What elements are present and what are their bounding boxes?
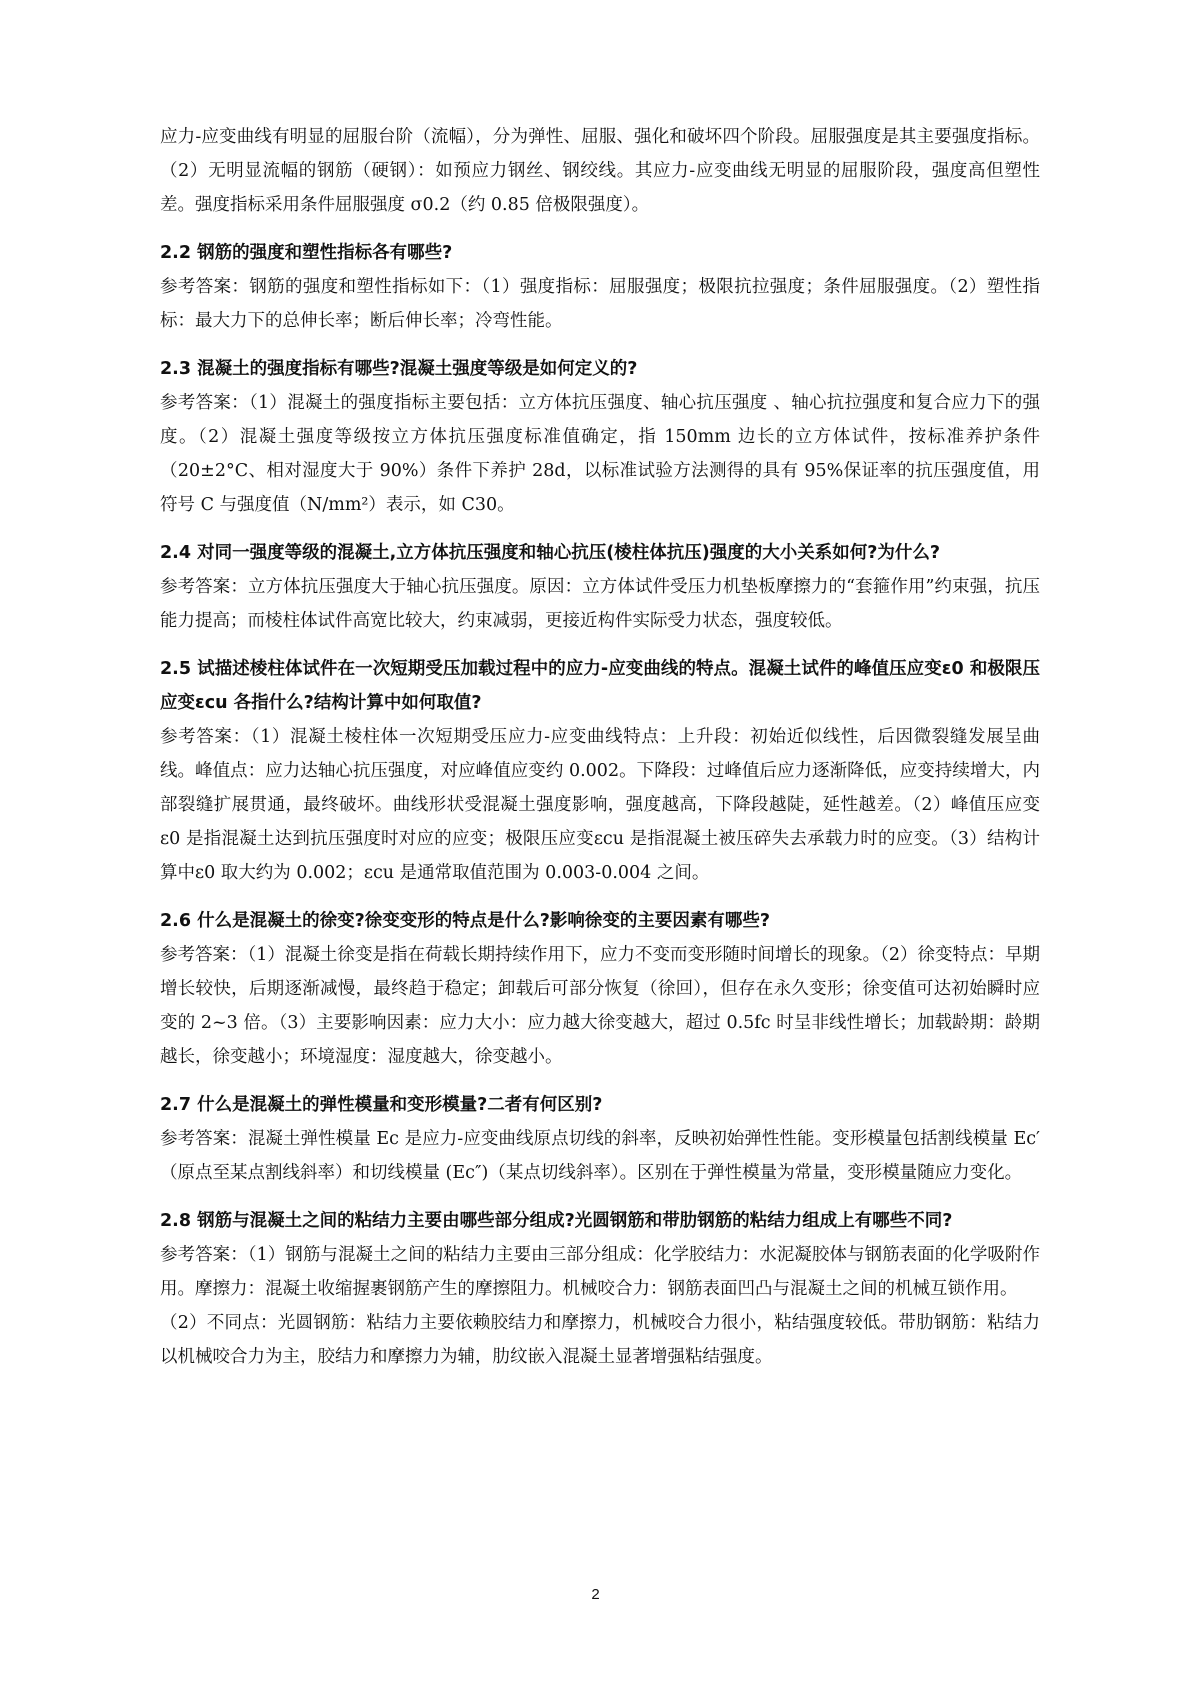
answer-paragraph: 参考答案：（1）混凝土的强度指标主要包括：立方体抗压强度、轴心抗压强度 、轴心抗拉强度和复合应力下的强度。（2）混凝土强度等级按立方体抗压强度标准值确定，指 150mm 边长的立方体试件，按标准养护条件（20±2°C、相对湿度大于 90%）条件下养护 28d，以标准试验方法测得的具有 95%保证率的抗压强度值，用符号 C 与强度值（N/mm²）表示，如 C30。	[160, 393, 1040, 515]
section-2-8	[160, 1204, 1040, 1374]
page-number: 2	[591, 1586, 600, 1603]
section-2-5	[160, 652, 1040, 890]
question-heading: 2.6 什么是混凝土的徐变?徐变变形的特点是什么?影响徐变的主要因素有哪些?	[160, 911, 771, 931]
section-2-3	[160, 352, 1040, 522]
answer-paragraph: 参考答案：立方体抗压强度大于轴心抗压强度。原因：立方体试件受压力机垫板摩擦力的“套箍作用”约束强，抗压能力提高；而棱柱体试件高宽比较大，约束减弱，更接近构件实际受力状态，强度较低。	[160, 577, 1040, 631]
question-heading: 2.7 什么是混凝土的弹性模量和变形模量?二者有何区别?	[160, 1095, 603, 1115]
question-heading: 2.4 对同一强度等级的混凝土,立方体抗压强度和轴心抗压(棱柱体抗压)强度的大小关系如何?为什么?	[160, 543, 941, 563]
section-2-7	[160, 1088, 1040, 1190]
answer-paragraph: 参考答案：混凝土弹性模量 Ec 是应力-应变曲线原点切线的斜率，反映初始弹性性能。变形模量包括割线模量 Ec′（原点至某点割线斜率）和切线模量 (Ec″)（某点切线斜率）。区别在于弹性模量为常量，变形模量随应力变化。	[160, 1129, 1040, 1183]
section-2-4	[160, 536, 1040, 638]
question-heading: 2.3 混凝土的强度指标有哪些?混凝土强度等级是如何定义的?	[160, 359, 638, 379]
question-heading: 2.8 钢筋与混凝土之间的粘结力主要由哪些部分组成?光圆钢筋和带肋钢筋的粘结力组成上有哪些不同?	[160, 1211, 953, 1231]
answer-paragraph: 参考答案：（1）钢筋与混凝土之间的粘结力主要由三部分组成：化学胶结力：水泥凝胶体与钢筋表面的化学吸附作用。摩擦力：混凝土收缩握裹钢筋产生的摩擦阻力。机械咬合力：钢筋表面凹凸与混凝土之间的机械互锁作用。	[160, 1245, 1040, 1299]
answer-paragraph: 参考答案：（1）混凝土徐变是指在荷载长期持续作用下，应力不变而变形随时间增长的现象。（2）徐变特点：早期增长较快，后期逐渐减慢，最终趋于稳定；卸载后可部分恢复（徐回），但存在永久变形；徐变值可达初始瞬时应变的 2~3 倍。（3）主要影响因素：应力大小：应力越大徐变越大，超过 0.5fc 时呈非线性增长；加载龄期：龄期越长，徐变越小；环境湿度：湿度越大，徐变越小。	[160, 945, 1040, 1067]
question-heading: 2.2 钢筋的强度和塑性指标各有哪些?	[160, 243, 453, 263]
question-heading: 2.5 试描述棱柱体试件在一次短期受压加载过程中的应力-应变曲线的特点。混凝土试件的峰值压应变ε0 和极限压应变εcu 各指什么?结构计算中如何取值?	[160, 659, 1040, 713]
answer-paragraph: 参考答案：（1）混凝土棱柱体一次短期受压应力-应变曲线特点：上升段：初始近似线性，后因微裂缝发展呈曲线。峰值点：应力达轴心抗压强度，对应峰值应变约 0.002。下降段：过峰值后应力逐渐降低，应变持续增大，内部裂缝扩展贯通，最终破坏。曲线形状受混凝土强度影响，强度越高，下降段越陡，延性越差。（2）峰值压应变ε0 是指混凝土达到抗压强度时对应的应变；极限压应变εcu 是指混凝土被压碎失去承载力时的应变。（3）结构计算中ε0 取大约为 0.002；εcu 是通常取值范围为 0.003-0.004 之间。	[160, 727, 1040, 883]
section-2-6	[160, 904, 1040, 1074]
document-body	[160, 120, 1040, 1374]
answer-paragraph: 参考答案：钢筋的强度和塑性指标如下：（1）强度指标：屈服强度；极限抗拉强度；条件屈服强度。（2）塑性指标：最大力下的总伸长率；断后伸长率；冷弯性能。	[160, 277, 1040, 331]
continuation-paragraph: 应力-应变曲线有明显的屈服台阶（流幅），分为弹性、屈服、强化和破坏四个阶段。屈服强度是其主要强度指标。（2）无明显流幅的钢筋（硬钢）：如预应力钢丝、钢绞线。其应力-应变曲线无明显的屈服阶段，强度高但塑性差。强度指标采用条件屈服强度 σ0.2（约 0.85 倍极限强度）。	[160, 127, 1040, 215]
section-2-2	[160, 236, 1040, 338]
answer-paragraph-part-2: （2）不同点：光圆钢筋：粘结力主要依赖胶结力和摩擦力，机械咬合力很小，粘结强度较低。带肋钢筋：粘结力以机械咬合力为主，胶结力和摩擦力为辅，肋纹嵌入混凝土显著增强粘结强度。	[160, 1313, 1040, 1367]
